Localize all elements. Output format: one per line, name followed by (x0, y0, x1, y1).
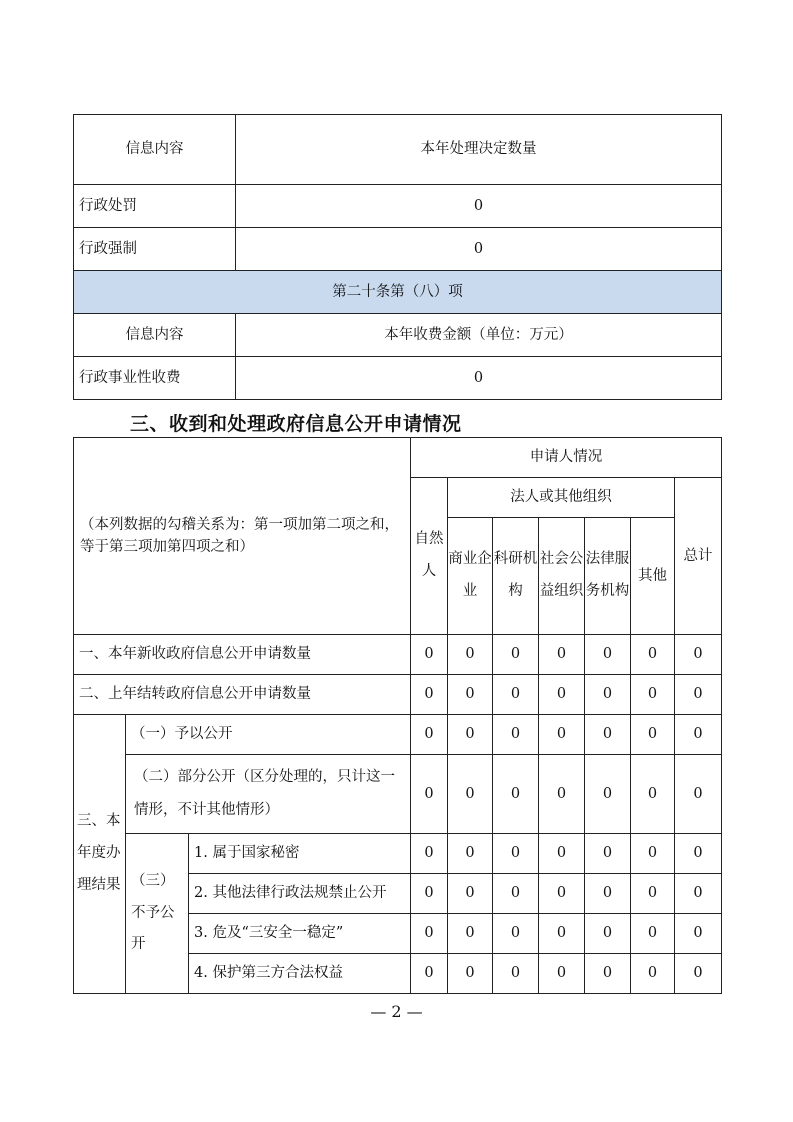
cell-value: 0 (631, 914, 675, 954)
table-row (74, 715, 722, 755)
cell-value: 0 (448, 834, 493, 874)
col-business: 商业企业 (448, 518, 493, 635)
row-admin-penalty-label: 行政处罚 (74, 185, 236, 228)
cell-value: 0 (411, 834, 448, 874)
fee-header-info-content: 信息内容 (74, 314, 236, 357)
cell-value: 0 (493, 954, 539, 994)
cell-value: 0 (631, 755, 675, 834)
cell-value: 0 (675, 755, 722, 834)
cell-value: 0 (631, 635, 675, 675)
row-three-safety-label: 3. 危及“三安全一稳定” (189, 914, 411, 954)
row-new-requests-label: 一、本年新收政府信息公开申请数量 (74, 635, 411, 675)
table-row (74, 755, 722, 834)
cell-value: 0 (411, 914, 448, 954)
cell-value: 0 (585, 675, 631, 715)
cell-value: 0 (539, 675, 585, 715)
cell-value: 0 (493, 715, 539, 755)
cell-value: 0 (493, 755, 539, 834)
cell-value: 0 (585, 914, 631, 954)
subgroup-not-disclosed-label: （三）不予公开 (126, 834, 189, 994)
cell-value: 0 (675, 874, 722, 914)
cell-value: 0 (493, 635, 539, 675)
cell-value: 0 (675, 954, 722, 994)
col-other: 其他 (631, 518, 675, 635)
cell-value: 0 (539, 954, 585, 994)
table-row (74, 834, 722, 874)
cell-value: 0 (585, 874, 631, 914)
section-heading: 三、收到和处理政府信息公开申请情况 (130, 413, 462, 435)
col-total: 总计 (675, 478, 722, 635)
cell-value: 0 (675, 834, 722, 874)
cell-value: 0 (631, 675, 675, 715)
cell-value: 0 (448, 914, 493, 954)
cell-value: 0 (411, 755, 448, 834)
cell-value: 0 (675, 675, 722, 715)
section8-table (73, 114, 722, 400)
row-disclosed-label: （一）予以公开 (126, 715, 411, 755)
col-natural-person: 自然人 (411, 478, 448, 635)
cell-value: 0 (448, 675, 493, 715)
col-research: 科研机构 (493, 518, 539, 635)
cell-value: 0 (493, 675, 539, 715)
applicant-group-header: 申请人情况 (411, 438, 722, 478)
cell-value: 0 (448, 715, 493, 755)
cell-value: 0 (411, 954, 448, 994)
row-admin-fee-value: 0 (236, 357, 722, 400)
cell-value: 0 (493, 914, 539, 954)
row-admin-fee-label: 行政事业性收费 (74, 357, 236, 400)
cell-value: 0 (585, 954, 631, 994)
cell-value: 0 (411, 675, 448, 715)
row-third-party-label: 4. 保护第三方合法权益 (189, 954, 411, 994)
cell-value: 0 (631, 874, 675, 914)
col-public-welfare: 社会公益组织 (539, 518, 585, 635)
cell-value: 0 (631, 954, 675, 994)
cell-value: 0 (539, 914, 585, 954)
row-carried-over-label: 二、上年结转政府信息公开申请数量 (74, 675, 411, 715)
cell-value: 0 (585, 755, 631, 834)
cell-value: 0 (675, 715, 722, 755)
cell-value: 0 (411, 874, 448, 914)
cell-value: 0 (675, 635, 722, 675)
table-row (74, 635, 722, 675)
cell-value: 0 (585, 834, 631, 874)
row-admin-enforcement-value: 0 (236, 228, 722, 271)
cell-value: 0 (539, 834, 585, 874)
note-cell: （本列数据的勾稽关系为：第一项加第二项之和，等于第三项加第四项之和） (74, 438, 411, 635)
group-results-label: 三、本年度办理结果 (74, 715, 126, 994)
cell-value: 0 (539, 755, 585, 834)
header-info-content: 信息内容 (74, 115, 236, 185)
cell-value: 0 (448, 635, 493, 675)
fee-header-amount: 本年收费金额（单位：万元） (236, 314, 722, 357)
row-partial-disclosure-label: （二）部分公开（区分处理的，只计这一情形，不计其他情形） (126, 755, 411, 834)
cell-value: 0 (539, 874, 585, 914)
header-decision-count: 本年处理决定数量 (236, 115, 722, 185)
cell-value: 0 (448, 755, 493, 834)
row-law-prohibited-label: 2. 其他法律行政法规禁止公开 (189, 874, 411, 914)
band-title: 第二十条第（八）项 (74, 271, 722, 314)
row-admin-enforcement-label: 行政强制 (74, 228, 236, 271)
cell-value: 0 (448, 954, 493, 994)
cell-value: 0 (631, 715, 675, 755)
cell-value: 0 (448, 874, 493, 914)
row-state-secret-label: 1. 属于国家秘密 (189, 834, 411, 874)
cell-value: 0 (539, 635, 585, 675)
cell-value: 0 (493, 874, 539, 914)
cell-value: 0 (493, 834, 539, 874)
col-legal-service: 法律服务机构 (585, 518, 631, 635)
cell-value: 0 (411, 635, 448, 675)
cell-value: 0 (675, 914, 722, 954)
cell-value: 0 (411, 715, 448, 755)
table-row (74, 675, 722, 715)
legal-group-header: 法人或其他组织 (448, 478, 675, 518)
row-admin-penalty-value: 0 (236, 185, 722, 228)
application-table (73, 437, 722, 994)
cell-value: 0 (585, 635, 631, 675)
cell-value: 0 (631, 834, 675, 874)
cell-value: 0 (585, 715, 631, 755)
page-number: — 2 — (370, 1002, 423, 1021)
cell-value: 0 (539, 715, 585, 755)
